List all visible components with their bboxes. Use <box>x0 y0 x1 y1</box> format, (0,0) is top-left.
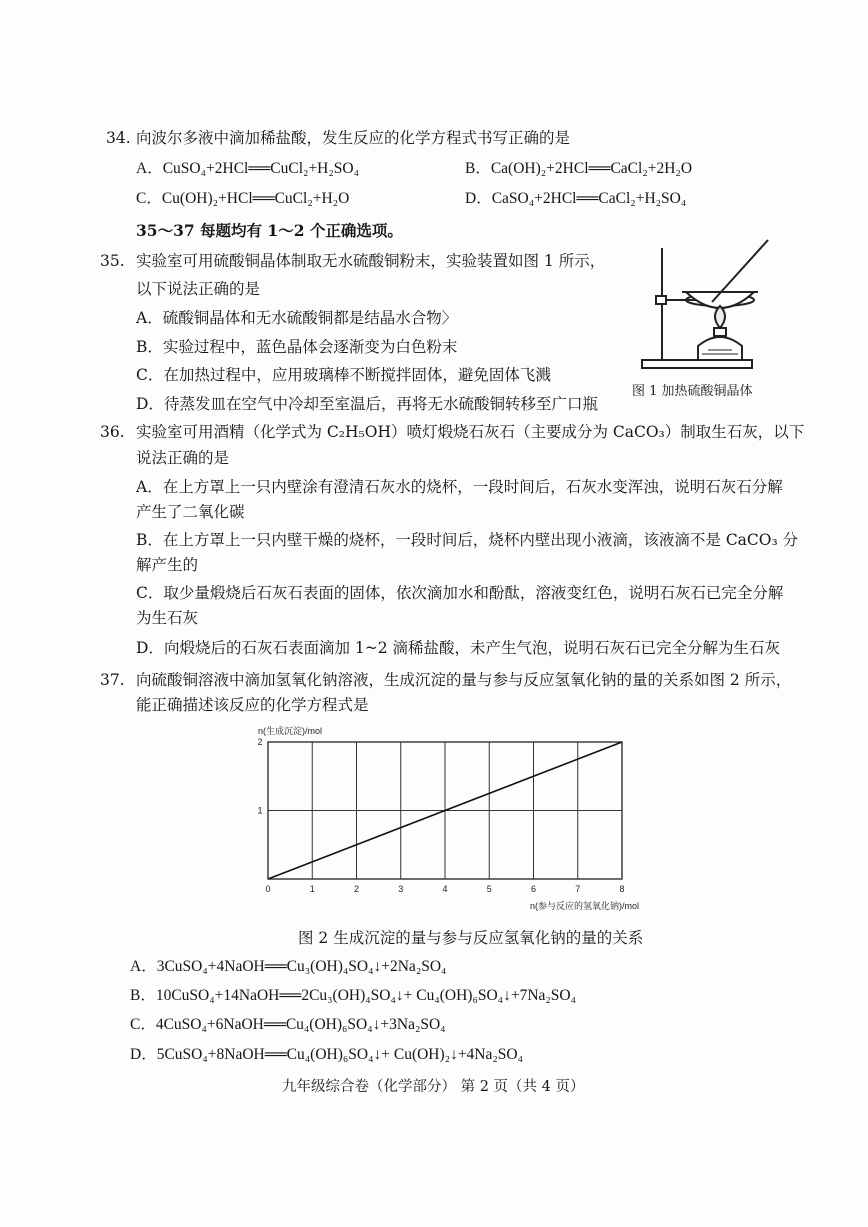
option-label: A． <box>130 958 157 975</box>
option-text: 实验过程中，蓝色晶体会逐渐变为白色粉末 <box>162 338 458 356</box>
q36-option-d <box>136 636 780 660</box>
option-text: Cu(OH)₂+HCl══CuCl₂+H₂O <box>161 190 350 207</box>
q34-stem: 向波尔多液中滴加稀盐酸，发生反应的化学方程式书写正确的是 <box>136 129 571 147</box>
option-text: 取少量煅烧后石灰石表面的固体，依次滴加水和酚酞，溶液变红色，说明石灰石已完全分解 <box>163 584 784 602</box>
q35-option-a <box>136 306 457 330</box>
q35-number: 35. <box>100 252 125 270</box>
q36-option-b <box>136 528 798 552</box>
chart-x-tick-label: 2 <box>353 884 360 894</box>
option-text: 4CuSO₄+6NaOH══Cu₄(OH)₆SO₄↓+3Na₂SO₄ <box>155 1016 446 1033</box>
chart-x-tick-label: 7 <box>575 884 581 894</box>
chart-x-tick-label: 0 <box>265 884 271 894</box>
section-note: 35～37 每题均有 1～2 个正确选项。 <box>136 221 403 240</box>
q37-option-d <box>130 1043 523 1067</box>
option-text: CaSO₄+2HCl══CaCl₂+H₂SO₄ <box>491 190 687 207</box>
q36-option-c <box>136 581 783 605</box>
chart-x-tick-label: 6 <box>530 884 537 894</box>
q35-option-b <box>136 335 457 359</box>
q37-option-c <box>130 1013 446 1037</box>
chart-y-tick-label: 2 <box>257 737 263 747</box>
chart-x-tick-label: 4 <box>442 884 448 894</box>
q36-option-a <box>136 475 783 499</box>
option-text: 向煅烧后的石灰石表面滴加 1~2 滴稀盐酸，未产生气泡，说明石灰石已完全分解为生石灰 <box>163 639 781 657</box>
q36-stem-line2: 说法正确的是 <box>136 449 230 467</box>
q36-option-a-line2: 产生了二氧化碳 <box>136 503 245 521</box>
option-label: B． <box>136 531 163 549</box>
option-label: D． <box>130 1046 157 1063</box>
option-label: D． <box>465 190 492 207</box>
option-text: 10CuSO₄+14NaOH══2Cu₃(OH)₄SO₄↓+ Cu₄(OH)₆SO₄↓+7Na₂SO₄ <box>155 987 577 1004</box>
option-label: C． <box>136 190 162 207</box>
q37-option-b <box>130 984 576 1008</box>
option-label: B． <box>130 987 156 1004</box>
option-text: 3CuSO₄+4NaOH══Cu₃(OH)₄SO₄↓+2Na₂SO₄ <box>156 958 447 975</box>
option-label: D． <box>136 395 164 413</box>
figure-1-apparatus <box>636 232 776 380</box>
q34-option-d <box>465 187 686 211</box>
figure-2-chart <box>230 722 670 922</box>
q35-option-d <box>136 392 598 416</box>
q34-option-b <box>465 157 692 181</box>
chart-y-tick-label: 1 <box>257 805 263 816</box>
chart-x-tick-label: 3 <box>398 884 404 894</box>
option-text: 硫酸铜晶体和无水硫酸铜都是结晶水合物〉 <box>162 309 458 327</box>
q35-stem-line2: 以下说法正确的是 <box>136 280 261 298</box>
chart-x-tick-label: 1 <box>309 884 315 894</box>
q34-number: 34. <box>106 129 131 147</box>
option-label: B． <box>136 338 163 356</box>
q36-number: 36. <box>100 423 125 441</box>
q37-stem-line2: 能正确描述该反应的化学方程式是 <box>136 696 369 714</box>
option-text: 5CuSO₄+8NaOH══Cu₄(OH)₆SO₄↓+ Cu(OH)₂↓+4Na₂SO₄ <box>156 1046 524 1063</box>
q35-option-c <box>136 363 551 387</box>
q35-stem-line1: 实验室可用硫酸铜晶体制取无水硫酸铜粉末，实验装置如图 1 所示， <box>136 252 606 270</box>
page-footer: 九年级综合卷（化学部分） 第 2 页（共 4 页） <box>282 1079 585 1095</box>
option-label: C． <box>136 584 164 602</box>
option-text: 待蒸发皿在空气中冷却至室温后，再将无水硫酸铜转移至广口瓶 <box>163 395 598 413</box>
q36-option-c-line2: 为生石灰 <box>136 609 199 627</box>
option-label: A． <box>136 160 163 177</box>
option-text: 在上方罩上一只内壁涂有澄清石灰水的烧杯，一段时间后，石灰水变浑浊，说明石灰石分解 <box>162 478 783 496</box>
q37-number: 37. <box>100 671 125 689</box>
option-label: A． <box>136 478 163 496</box>
option-text: CuSO₄+2HCl══CuCl₂+H₂SO₄ <box>162 160 359 177</box>
chart-y-axis-label: n(生成沉淀)/mol <box>258 726 323 736</box>
q36-option-b-line2: 解产生的 <box>136 556 199 574</box>
chart-x-axis-label: n(参与反应的氢氧化钠)/mol <box>530 901 640 911</box>
option-label: B． <box>465 160 491 177</box>
q34-option-c <box>136 187 349 211</box>
option-text: 在加热过程中，应用玻璃棒不断搅拌固体，避免固体飞溅 <box>163 366 551 384</box>
option-label: A． <box>136 309 163 327</box>
chart-x-tick-label: 5 <box>486 884 492 894</box>
figure-2-caption: 图 2 生成沉淀的量与参与反应氢氧化钠的量的关系 <box>298 929 644 947</box>
option-text: Ca(OH)₂+2HCl══CaCl₂+2H₂O <box>490 160 693 177</box>
option-label: D． <box>136 639 164 657</box>
chart-x-tick-label: 8 <box>619 884 625 894</box>
option-label: C． <box>136 366 164 384</box>
figure-1-caption: 图 1 加热硫酸铜晶体 <box>632 384 753 399</box>
q37-stem-line1: 向硫酸铜溶液中滴加氢氧化钠溶液，生成沉淀的量与参与反应氢氧化钠的量的关系如图 2 所示， <box>136 671 792 689</box>
q36-stem-line1: 实验室可用酒精（化学式为 C₂H₅OH）喷灯煅烧石灰石（主要成分为 CaCO₃）制取生石灰，以下 <box>136 423 805 441</box>
q37-option-a <box>130 955 446 979</box>
option-label: C． <box>130 1016 156 1033</box>
option-text: 在上方罩上一只内壁干燥的烧杯，一段时间后，烧杯内壁出现小液滴，该液滴不是 CaCO₃ 分 <box>162 531 799 549</box>
q34-option-a <box>136 157 359 181</box>
